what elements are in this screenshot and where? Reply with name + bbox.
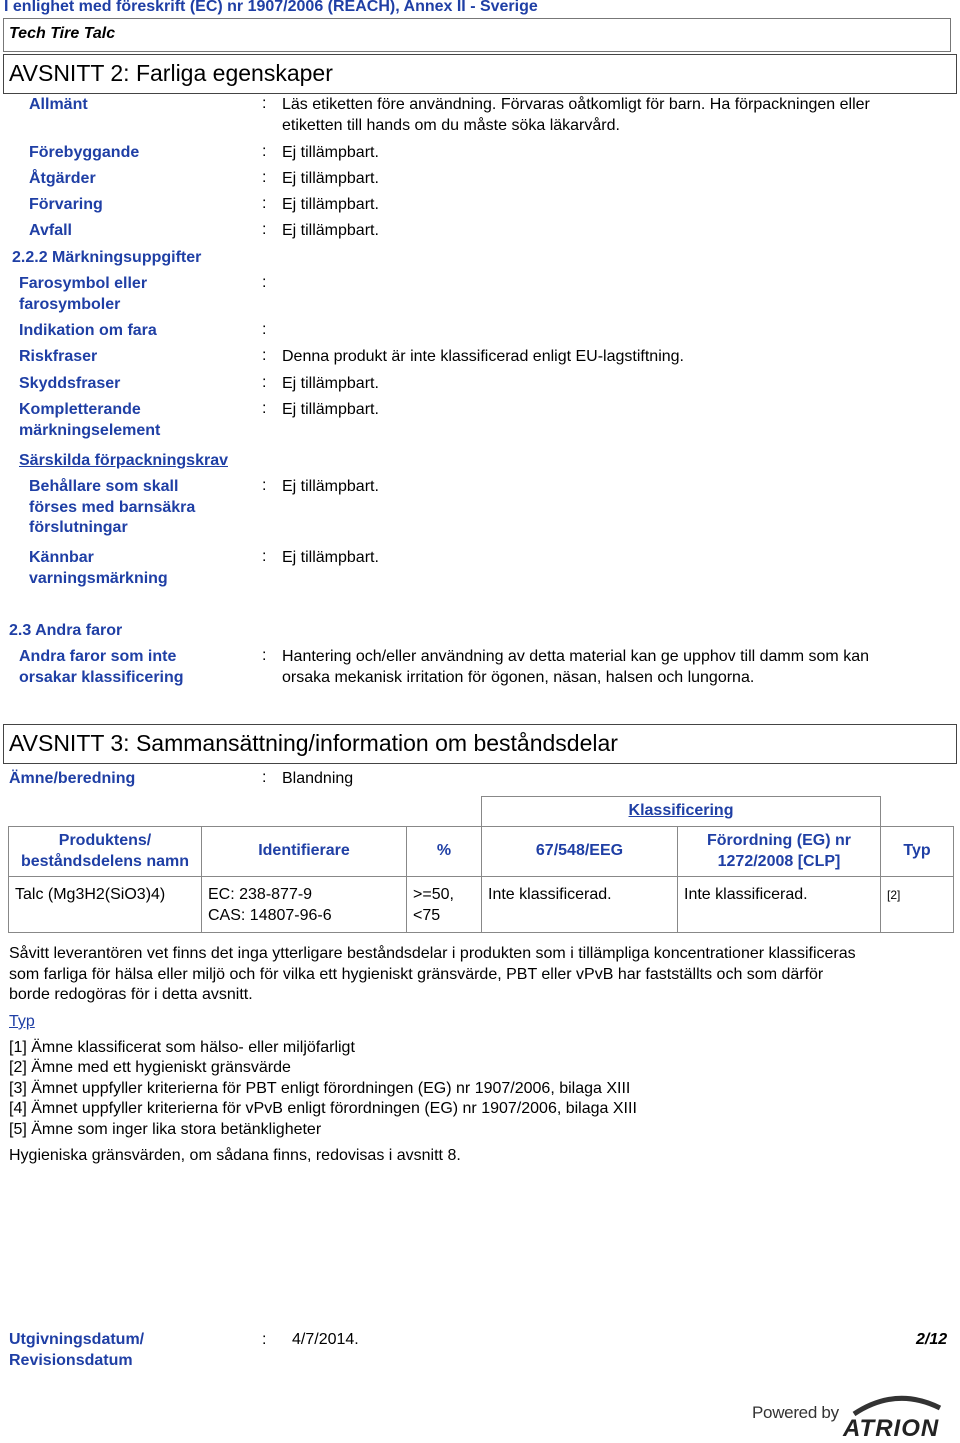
substance-value: Blandning — [282, 770, 354, 787]
row-cas-number: CAS: 14807-96-6 — [208, 906, 332, 924]
product-name: Tech Tire Talc — [9, 25, 116, 42]
col-header-type: Typ — [881, 827, 954, 877]
colon: : — [262, 374, 267, 391]
col-header-identifier: Identifierare — [202, 827, 407, 877]
prevention-value: Ej tillämpbart. — [282, 144, 379, 161]
type-item-4: [4] Ämnet uppfyller kriterierna för vPvB enligt förordningen (EG) nr 1907/2006, bilaga XIII — [9, 1100, 637, 1117]
packaging-heading: Särskilda förpackningskrav — [19, 452, 228, 469]
colon: : — [262, 143, 267, 160]
note-line-1: Såvitt leverantören vet finns det inga ytterligare beståndsdelar i produkten som i tillämpliga koncentrationer klassificeras — [9, 945, 856, 962]
colon: : — [262, 95, 267, 112]
col-header-clp-line-1: Förordning (EG) nr — [707, 832, 851, 849]
tactile-warning-label-line-1: Kännbar — [29, 549, 94, 566]
colon: : — [262, 477, 267, 494]
product-name-box — [3, 18, 951, 52]
general-value-line-1: Läs etiketten före användning. Förvaras oåtkomligt för barn. Ha förpackningen eller — [282, 96, 870, 113]
col-header-name — [9, 827, 202, 877]
col-header-clp-line-2: 1272/2008 [CLP] — [717, 852, 841, 870]
section-3-title: AVSNITT 3: Sammansättning/information om beståndsdelar — [9, 730, 618, 756]
indication-label: Indikation om fara — [19, 322, 157, 339]
header-spacer — [9, 797, 202, 827]
child-resistant-label-line-1: Behållare som skall — [29, 478, 179, 495]
colon: : — [262, 321, 267, 338]
disposal-label: Avfall — [29, 222, 72, 239]
other-hazards-value-line-1: Hantering och/eller användning av detta material kan ge upphov till damm som kan — [282, 648, 869, 665]
document-header-title: I enlighet med föreskrift (EC) nr 1907/2006 (REACH), Annex II - Sverige — [4, 0, 538, 15]
footer-date-label-line-1: Utgivningsdatum/ — [9, 1331, 145, 1348]
page-number: 2/12 — [916, 1331, 948, 1348]
risk-phrases-value: Denna produkt är inte klassificerad enligt EU-lagstiftning. — [282, 348, 684, 365]
row-identifier — [202, 877, 407, 933]
colon: : — [262, 169, 267, 186]
row-name: Talc (Mg3H2(SiO3)4) — [9, 877, 202, 933]
tactile-warning-label-line-2: varningsmärkning — [29, 570, 168, 587]
note-line-2: som farliga för hälsa eller miljö och för vilka ett hygieniskt gränsvärde, PBT eller vPvB har fastställts och som därför — [9, 966, 824, 983]
labelling-heading: 2.2.2 Märkningsuppgifter — [12, 249, 202, 266]
footer-date-value: 4/7/2014. — [292, 1331, 359, 1348]
header-spacer — [407, 797, 482, 827]
footer-date-label — [9, 1330, 144, 1371]
substance-label: Ämne/beredning — [9, 770, 136, 787]
child-resistant-value: Ej tillämpbart. — [282, 478, 379, 495]
risk-phrases-label: Riskfraser — [19, 348, 98, 365]
row-ec-number: EC: 238-877-9 — [208, 886, 313, 903]
type-heading: Typ — [9, 1013, 35, 1030]
header-spacer — [202, 797, 407, 827]
colon: : — [262, 195, 267, 212]
col-header-clp — [678, 827, 881, 877]
colon: : — [262, 274, 267, 291]
colon: : — [262, 400, 267, 417]
type-item-1: [1] Ämne klassificerat som hälso- eller miljöfarligt — [9, 1039, 355, 1056]
general-label: Allmänt — [29, 96, 88, 113]
symbols-label-line-1: Farosymbol eller — [19, 275, 148, 292]
child-resistant-label-line-2: förses med barnsäkra — [29, 499, 196, 516]
row-percent-line-2: <75 — [413, 906, 441, 924]
symbols-label-line-2: farosymboler — [19, 296, 121, 313]
col-header-eec: 67/548/EEG — [482, 827, 678, 877]
other-hazards-label-line-2: orsakar klassificering — [19, 669, 184, 686]
col-header-name-line-2: beståndsdelens namn — [20, 852, 190, 870]
powered-by-text: Powered by — [752, 1403, 839, 1422]
response-value: Ej tillämpbart. — [282, 170, 379, 187]
row-type: [2] — [881, 877, 954, 933]
colon: : — [262, 347, 267, 364]
type-item-3: [3] Ämnet uppfyller kriterierna för PBT enligt förordningen (EG) nr 1907/2006, bilaga XIII — [9, 1080, 631, 1097]
row-eec-classification: Inte klassificerad. — [482, 877, 678, 933]
response-label: Åtgärder — [29, 170, 96, 187]
col-header-percent: % — [407, 827, 482, 877]
header-spacer — [881, 797, 954, 827]
colon: : — [262, 548, 267, 565]
col-header-name-line-1: Produktens/ — [58, 832, 152, 849]
colon: : — [262, 647, 267, 664]
section-2-title: AVSNITT 2: Farliga egenskaper — [9, 60, 333, 86]
supplemental-label-line-2: märkningselement — [19, 422, 161, 439]
disposal-value: Ej tillämpbart. — [282, 222, 379, 239]
atrion-logo-text: ATRION — [843, 1415, 940, 1442]
note-line-3: borde redogöras för i detta avsnitt. — [9, 986, 253, 1003]
row-percent-line-1: >=50, — [413, 886, 454, 903]
child-resistant-label-line-3: förslutningar — [29, 519, 128, 536]
supplemental-label-line-1: Kompletterande — [19, 401, 141, 418]
storage-label: Förvaring — [29, 196, 103, 213]
row-clp-classification: Inte klassificerad. — [678, 877, 881, 933]
tactile-warning-value: Ej tillämpbart. — [282, 549, 379, 566]
atrion-swoosh-icon — [848, 1390, 944, 1416]
colon: : — [262, 769, 267, 786]
composition-table — [8, 796, 954, 933]
classification-header-text: Klassificering — [628, 802, 734, 820]
type-item-2: [2] Ämne med ett hygieniskt gränsvärde — [9, 1059, 291, 1076]
other-hazards-label-line-1: Andra faror som inte — [19, 648, 177, 665]
general-value-line-2: etiketten till hands om du måste söka läkarvård. — [282, 117, 620, 134]
classification-header — [482, 797, 881, 827]
other-hazards-heading: 2.3 Andra faror — [9, 622, 123, 639]
safety-phrases-value: Ej tillämpbart. — [282, 375, 379, 392]
safety-phrases-label: Skyddsfraser — [19, 375, 121, 392]
hygiene-note: Hygieniska gränsvärden, om sådana finns, redovisas i avsnitt 8. — [9, 1147, 461, 1164]
row-percent — [407, 877, 482, 933]
supplemental-value: Ej tillämpbart. — [282, 401, 379, 418]
type-item-5: [5] Ämne som inger lika stora betänkligheter — [9, 1121, 322, 1138]
colon: : — [262, 221, 267, 238]
footer-date-label-line-2: Revisionsdatum — [9, 1351, 133, 1369]
colon: : — [262, 1331, 267, 1348]
storage-value: Ej tillämpbart. — [282, 196, 379, 213]
prevention-label: Förebyggande — [29, 144, 140, 161]
other-hazards-value-line-2: orsaka mekanisk irritation för ögonen, näsan, halsen och lungorna. — [282, 669, 755, 686]
